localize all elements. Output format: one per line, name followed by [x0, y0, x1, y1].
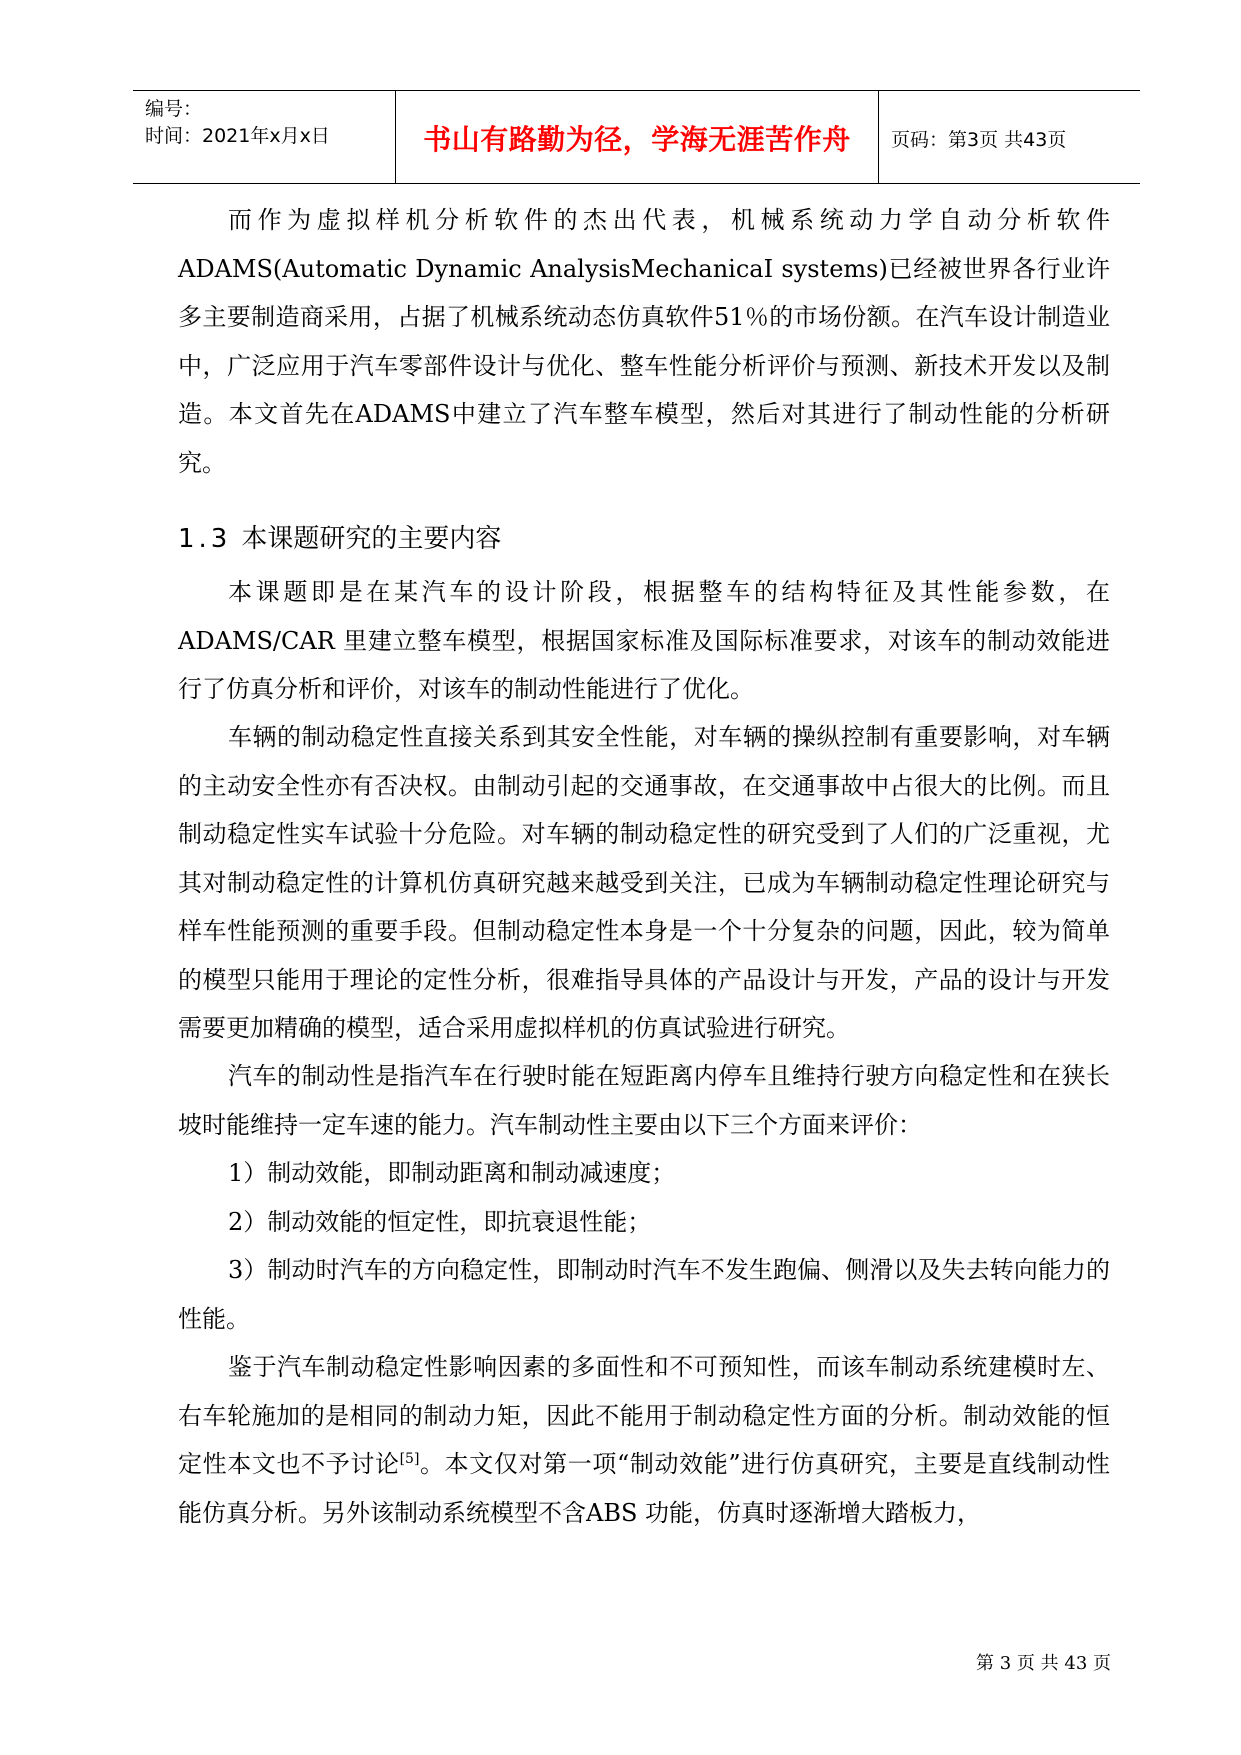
page-footer: 第 3 页 共 43 页 — [976, 1653, 1111, 1674]
scope-text-a: 鉴于汽车制动稳定性影响因素的多面性和不可预知性，而该车制动系统建模时左、右车轮施加的是相同的制动力矩，因此不能用于制动稳定性方面的分析。制动效能的恒定性本文也不予讨论 — [178, 1353, 1110, 1478]
section-heading — [178, 518, 501, 555]
paragraph-topic: 本课题即是在某汽车的设计阶段，根据整车的结构特征及其性能参数，在ADAMS/CAR 里建立整车模型，根据国家标准及国际标准要求，对该车的制动效能进行了仿真分析和评价，对该车的制动性能进行了优化。 — [178, 578, 1110, 703]
paragraph-braking-definition: 汽车的制动性是指汽车在行驶时能在短距离内停车且维持行驶方向稳定性和在狭长坡时能维持一定车速的能力。汽车制动性主要由以下三个方面来评价： — [178, 1062, 1110, 1139]
paragraph-scope — [178, 1343, 1110, 1537]
header-page-info: 页码：第3页 共43页 — [891, 129, 1067, 151]
list-item-1: 1）制动效能，即制动距离和制动减速度； — [228, 1159, 676, 1187]
header-motto: 书山有路勤为径，学海无涯苦作舟 — [423, 123, 851, 156]
list-item-2: 2）制动效能的恒定性，即抗衰退性能； — [228, 1208, 652, 1236]
header-motto-cell — [396, 91, 879, 183]
reference-marker[interactable]: [5] — [399, 1451, 420, 1467]
section-number: 1.3 — [178, 524, 232, 554]
paragraph-adams-intro: 而作为虚拟样机分析软件的杰出代表，机械系统动力学自动分析软件ADAMS(Automatic Dynamic AnalysisMechanicaI systems)已经被世界各行业许多主要制造商采用，占据了机械系统动态仿真软件51％的市场份额。在汽车设计制造业中，广泛应用于汽车零部件设计与优化、整车性能分析评价与预测、新技术开发以及制造。本文首先在ADAMS中建立了汽车整车模型，然后对其进行了制动性能的分析研究。 — [178, 206, 1110, 477]
header-right-cell — [879, 91, 1140, 183]
list-item-3: 3）制动时汽车的方向稳定性，即制动时汽车不发生跑偏、侧滑以及失去转向能力的性能。 — [178, 1256, 1110, 1333]
number-label: 编号： — [145, 98, 203, 120]
scope-text-b: 。本文仅对第一项“制动效能”进行仿真研究，主要是直线制动性能仿真分析。另外该制动系统模型不含ABS 功能，仿真时逐渐增大踏板力， — [178, 1450, 1110, 1527]
header-left-cell — [133, 91, 396, 183]
section-title: 本课题研究的主要内容 — [241, 524, 502, 554]
date-line: 时间：2021年x月x日 — [145, 125, 330, 147]
page-header — [133, 90, 1140, 184]
paragraph-braking-stability: 车辆的制动稳定性直接关系到其安全性能，对车辆的操纵控制有重要影响，对车辆的主动安全性亦有否决权。由制动引起的交通事故，在交通事故中占很大的比例。而且制动稳定性实车试验十分危险。对车辆的制动稳定性的研究受到了人们的广泛重视，尤其对制动稳定性的计算机仿真研究越来越受到关注，已成为车辆制动稳定性理论研究与样车性能预测的重要手段。但制动稳定性本身是一个十分复杂的问题，因此，较为简单的模型只能用于理论的定性分析，很难指导具体的产品设计与开发，产品的设计与开发需要更加精确的模型，适合采用虚拟样机的仿真试验进行研究。 — [178, 723, 1110, 1042]
